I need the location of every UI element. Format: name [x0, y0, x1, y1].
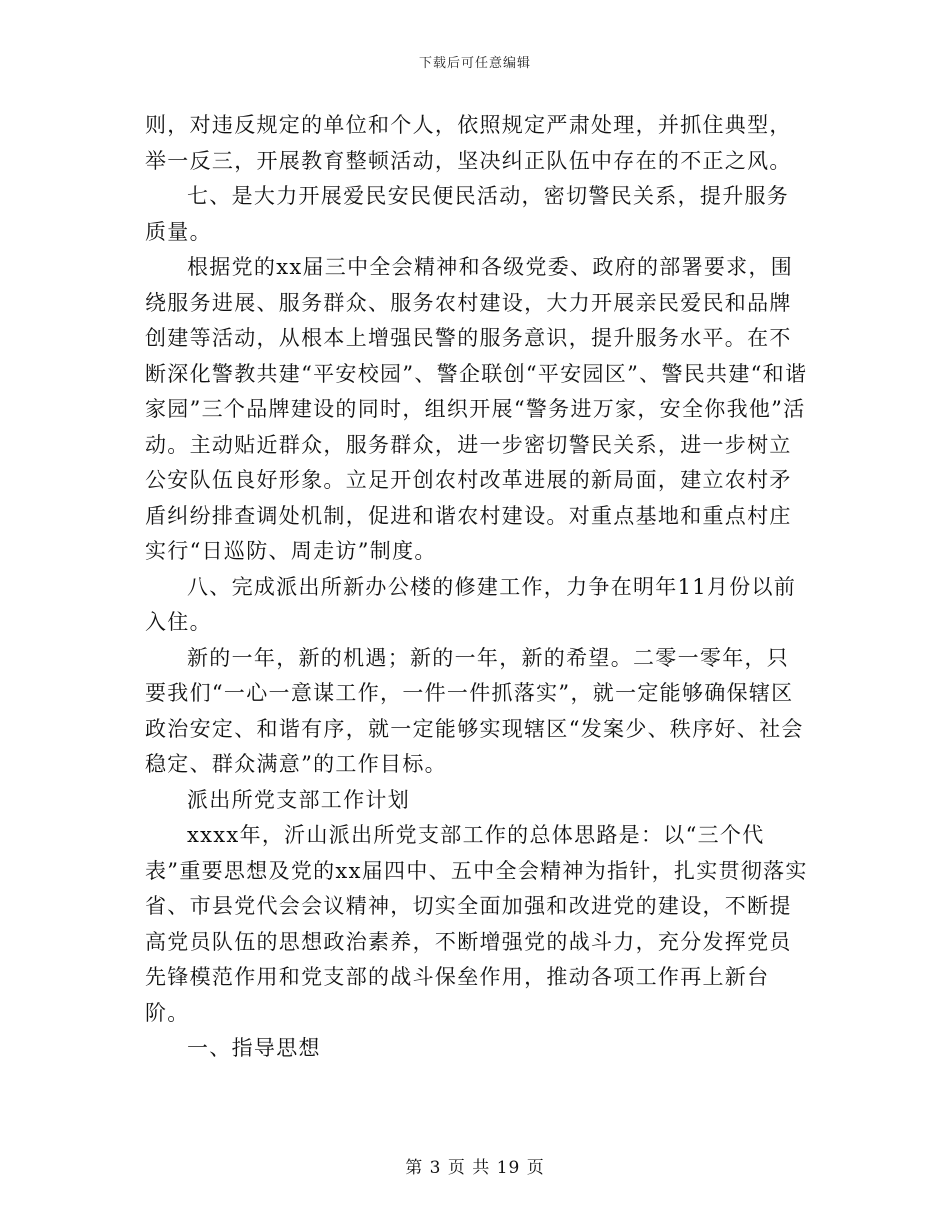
- paragraph: 新的一年，新的机遇；新的一年，新的希望。二零一零年，只要我们“一心一意谋工作，一件一件抓落实”，就一定能够确保辖区政治安定、和谐有序，就一定能够实现辖区“发案少、秩序好、社会稳定、群众满意”的工作目标。: [145, 645, 804, 776]
- paragraph: 则，对违反规定的单位和个人，依照规定严肃处理，并抓住典型，举一反三，开展教育整顿活动，坚决纠正队伍中存在的不正之风。: [145, 113, 792, 173]
- current-page-number: 3: [429, 1158, 442, 1178]
- paragraph: 根据党的xx届三中全会精神和各级党委、政府的部署要求，围绕服务进展、服务群众、服务农村建设，大力开展亲民爱民和品牌创建等活动，从根本上增强民警的服务意识，提升服务水平。在不断深化警教共建“平安校园”、警企联创“平安园区”、警民共建“和谐家园”三个品牌建设的同时，组织开展“警务进万家，安全你我他”活动。主动贴近群众，服务群众，进一步密切警民关系，进一步树立公安队伍良好形象。立足开创农村改革进展的新局面，建立农村矛盾纠纷排查调处机制，促进和谐农村建设。对重点基地和重点村庄实行“日巡防、周走访”制度。: [145, 255, 808, 563]
- total-page-count: 19: [496, 1158, 521, 1178]
- document-body: [145, 108, 810, 1067]
- page-header: 下载后可任意编辑: [418, 56, 531, 71]
- footer-suffix: 页: [526, 1158, 545, 1178]
- paragraph: xxxx年，沂山派出所党支部工作的总体思路是：以“三个代表”重要思想及党的xx届四中、五中全会精神为指针，扎实贯彻落实省、市县党代会会议精神，切实全面加强和改进党的建设，不断提高党员队伍的思想政治素养，不断增强党的战斗力，充分发挥党员先锋模范作用和党支部的战斗保垒作用，推动各项工作再上新台阶。: [145, 823, 808, 1025]
- page-footer: [0, 1153, 950, 1178]
- paragraph: 八、完成派出所新办公楼的修建工作，力争在明年11月份以前入住。: [145, 574, 797, 634]
- footer-middle: 页 共: [447, 1158, 491, 1178]
- footer-prefix: 第: [405, 1158, 424, 1178]
- section-heading: 一、指导思想: [187, 1036, 321, 1060]
- paragraph: 七、是大力开展爱民安民便民活动，密切警民关系，提升服务质量。: [145, 184, 790, 244]
- section-title: 派出所党支部工作计划: [187, 787, 410, 812]
